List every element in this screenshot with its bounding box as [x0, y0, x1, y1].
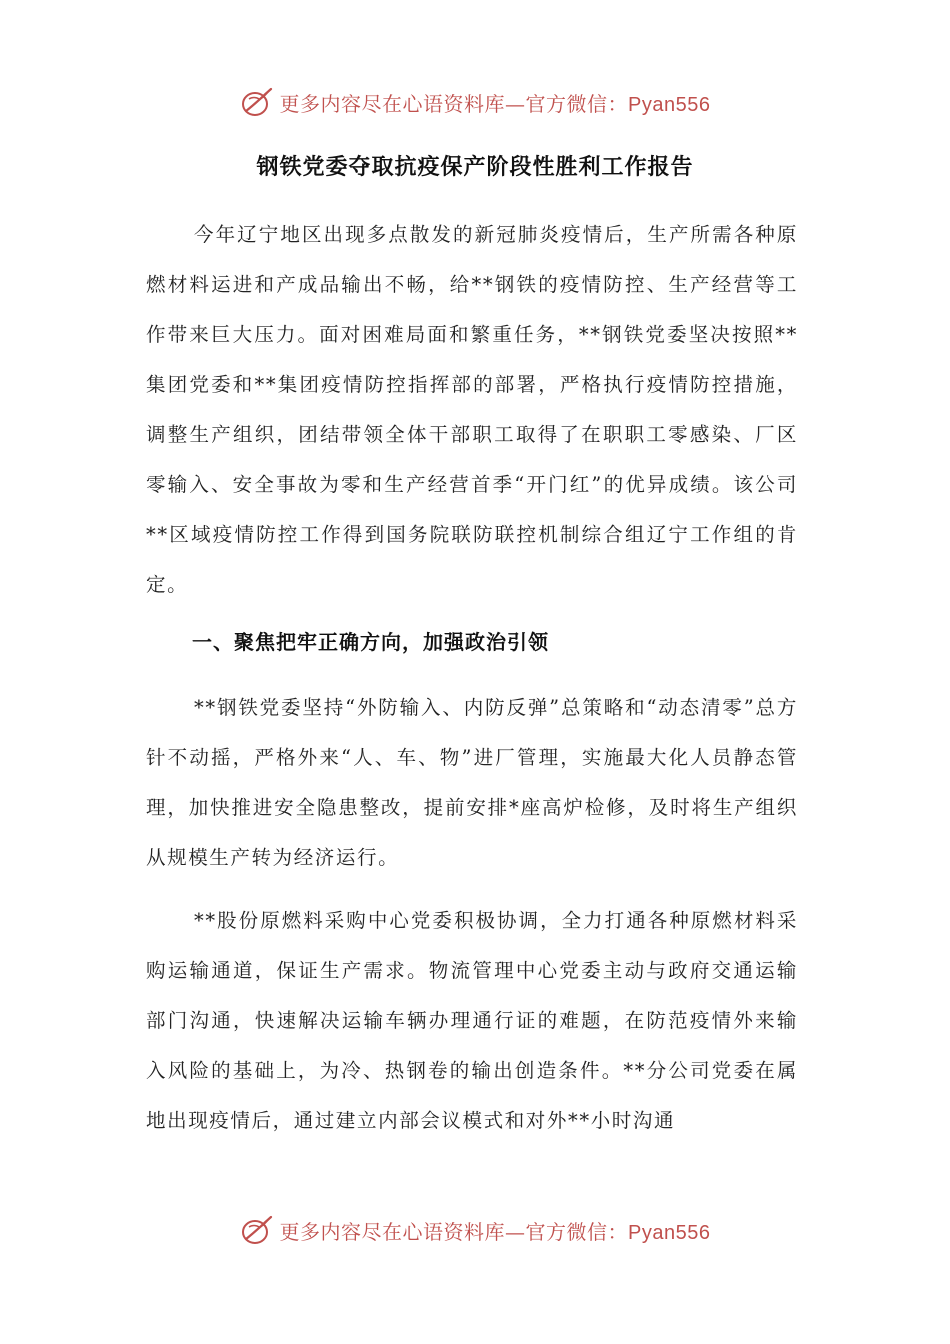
- banner-text-cn: 更多内容尽在心语资料库—官方微信：: [279, 91, 629, 116]
- header-banner: [0, 82, 950, 122]
- quill-pen-logo-icon: [240, 85, 274, 119]
- banner-text-cn: 更多内容尽在心语资料库—官方微信：: [279, 1219, 629, 1244]
- paragraph-intro: 今年辽宁地区出现多点散发的新冠肺炎疫情后，生产所需各种原燃材料运进和产成品输出不畅，给**钢铁的疫情防控、生产经营等工作带来巨大压力。面对困难局面和繁重任务，**钢铁党委坚决按照**集团党委和**集团疫情防控指挥部的部署，严格执行疫情防控措施，调整生产组织，团结带领全体干部职工取得了在职职工零感染、厂区零输入、安全事故为零和生产经营首季“开门红”的优异成绩。该公司**区域疫情防控工作得到国务院联防联控机制综合组辽宁工作组的肯定。: [146, 223, 798, 596]
- footer-banner: [0, 1210, 950, 1250]
- banner-text: [280, 1216, 711, 1245]
- document-title: 钢铁党委夺取抗疫保产阶段性胜利工作报告: [256, 154, 694, 180]
- banner-text: [280, 88, 711, 117]
- section-heading: 一、聚焦把牢正确方向，加强政治引领: [192, 630, 549, 654]
- banner-wechat-id: Pyan556: [628, 1221, 711, 1244]
- banner-wechat-id: Pyan556: [628, 93, 711, 116]
- quill-pen-logo-icon: [240, 1213, 274, 1247]
- paragraph-section-2: **股份原燃料采购中心党委积极协调，全力打通各种原燃材料采购运输通道，保证生产需求。物流管理中心党委主动与政府交通运输部门沟通，快速解决运输车辆办理通行证的难题，在防范疫情外来输入风险的基础上，为冷、热钢卷的输出创造条件。**分公司党委在属地出现疫情后，通过建立内部会议模式和对外**小时沟通: [146, 909, 798, 1132]
- paragraph-section-1: **钢铁党委坚持“外防输入、内防反弹”总策略和“动态清零”总方针不动摇，严格外来“人、车、物”进厂管理，实施最大化人员静态管理，加快推进安全隐患整改，提前安排*座高炉检修，及时将生产组织从规模生产转为经济运行。: [146, 696, 798, 869]
